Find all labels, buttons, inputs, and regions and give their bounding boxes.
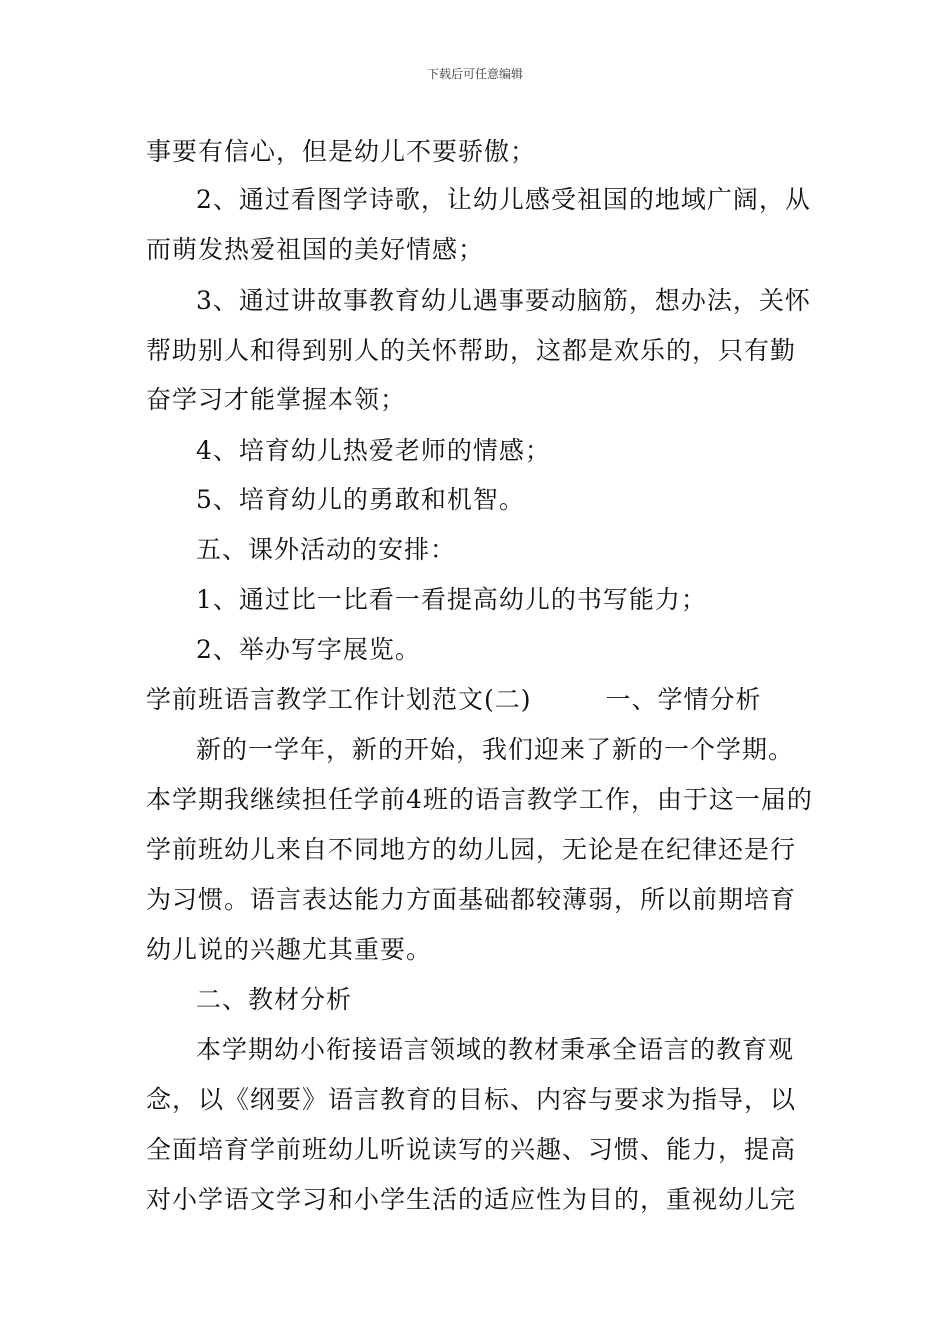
text-line: 事要有信心，但是幼儿不要骄傲； (146, 137, 537, 166)
section-heading: 二、教材分析 (196, 985, 353, 1014)
text-line: 本学期幼小衔接语言领域的教材秉承全语言的教育观 (196, 1035, 795, 1064)
text-line: 1、通过比一比看一看提高幼儿的书写能力； (196, 585, 707, 614)
text-line: 新的一学年，新的开始，我们迎来了新的一个学期。 (196, 735, 795, 764)
section-heading: 一、学情分析 (605, 685, 762, 714)
text-line: 念，以《纲要》语言教育的目标、内容与要求为指导，以 (146, 1085, 797, 1114)
text-line: 5、培育幼儿的勇敢和机智。 (196, 485, 525, 514)
article-title-line (146, 685, 762, 715)
text-line: 幼儿说的兴趣尤其重要。 (146, 935, 433, 964)
text-line: 本学期我继续担任学前4班的语言教学工作，由于这一届的 (146, 785, 813, 814)
text-line: 2、举办写字展览。 (196, 635, 421, 664)
section-heading: 五、课外活动的安排： (196, 535, 457, 564)
text-line: 奋学习才能掌握本领； (146, 385, 407, 414)
page-header: 下载后可任意编辑 (426, 67, 523, 81)
text-line: 4、培育幼儿热爱老师的情感； (196, 436, 551, 465)
text-line: 学前班幼儿来自不同地方的幼儿园，无论是在纪律还是行 (146, 835, 797, 864)
text-line: 为习惯。语言表达能力方面基础都较薄弱，所以前期培育 (146, 885, 797, 914)
text-line: 3、通过讲故事教育幼儿遇事要动脑筋，想办法，关怀 (196, 286, 811, 315)
text-line: 2、通过看图学诗歌，让幼儿感受祖国的地域广阔，从 (196, 185, 811, 214)
article-title: 学前班语言教学工作计划范文(二) (146, 685, 532, 714)
text-line: 而萌发热爱祖国的美好情感； (146, 235, 485, 264)
text-line: 全面培育学前班幼儿听说读写的兴趣、习惯、能力，提高 (146, 1135, 797, 1164)
text-line: 帮助别人和得到别人的关怀帮助，这都是欢乐的，只有勤 (146, 336, 797, 365)
text-line: 对小学语文学习和小学生活的适应性为目的，重视幼儿完 (146, 1185, 797, 1214)
